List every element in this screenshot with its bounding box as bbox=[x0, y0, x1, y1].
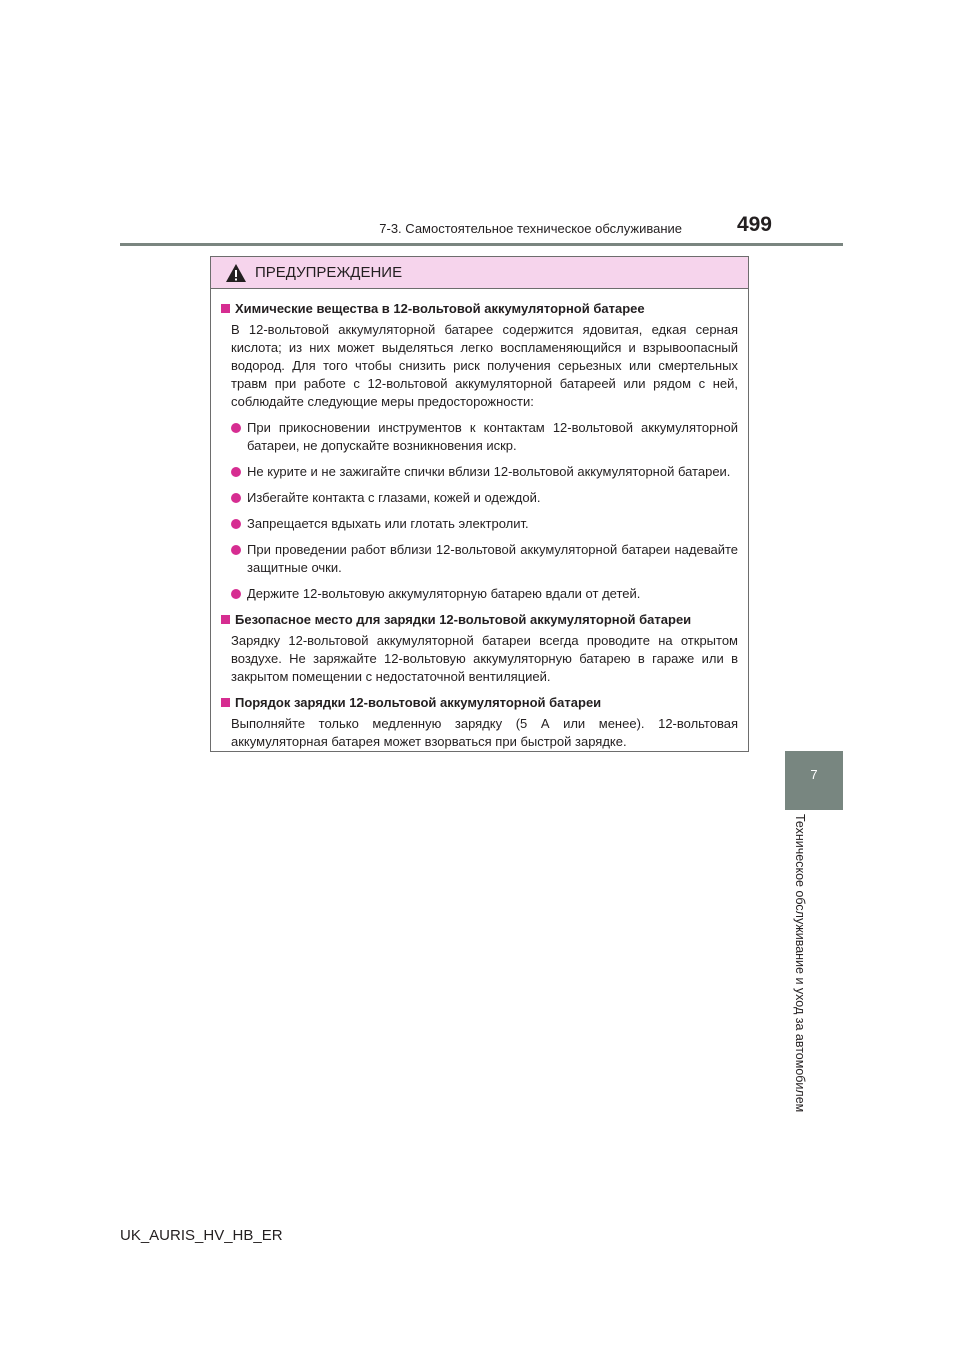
warning-label: ПРЕДУПРЕЖДЕНИЕ bbox=[255, 264, 403, 281]
list-item-text: При проведении работ вблизи 12-вольтовой аккумуляторной батареи надевайте защитные очки. bbox=[247, 542, 738, 575]
section-heading-text: Безопасное место для зарядки 12-вольтовой аккумуляторной батареи bbox=[235, 612, 692, 627]
section-paragraph: Выполняйте только медленную зарядку (5 А или менее). 12-вольтовая аккумуляторная батарея может взорваться при быстрой зарядке. bbox=[231, 716, 738, 749]
page-number: 499 bbox=[736, 213, 772, 236]
document-id: UK_AURIS_HV_HB_ER bbox=[120, 1227, 283, 1244]
list-item-text: При прикосновении инструментов к контактам 12-вольтовой аккумуляторной батареи, не допускайте возникновения искр. bbox=[247, 420, 738, 453]
list-item bbox=[221, 463, 738, 481]
warning-box bbox=[210, 256, 749, 752]
warning-header bbox=[211, 257, 748, 289]
square-bullet-icon bbox=[221, 615, 230, 624]
chapter-tab: 7 bbox=[785, 751, 843, 810]
section-heading-text: Химические вещества в 12-вольтовой аккумуляторной батарее bbox=[235, 301, 645, 316]
list-item-text: Запрещается вдыхать или глотать электролит. bbox=[247, 516, 529, 531]
header-divider bbox=[120, 243, 843, 246]
section-heading bbox=[221, 694, 738, 712]
list-item-text: Избегайте контакта с глазами, кожей и одеждой. bbox=[247, 490, 541, 505]
round-bullet-icon bbox=[231, 493, 241, 503]
round-bullet-icon bbox=[231, 545, 241, 555]
section-heading bbox=[221, 300, 738, 318]
section-heading bbox=[221, 611, 738, 629]
warning-triangle-icon bbox=[225, 263, 247, 283]
list-item bbox=[221, 489, 738, 507]
list-item bbox=[221, 585, 738, 603]
round-bullet-icon bbox=[231, 589, 241, 599]
square-bullet-icon bbox=[221, 698, 230, 707]
list-item bbox=[221, 419, 738, 455]
round-bullet-icon bbox=[231, 423, 241, 433]
chapter-label: Техническое обслуживание и уход за автомобилем bbox=[793, 814, 807, 1113]
section-paragraph: Зарядку 12-вольтовой аккумуляторной батареи всегда проводите на открытом воздухе. Не заряжайте 12-вольтовую аккумуляторную батарею в гараже или в закрытом помещении с недостаточной вентиляцией. bbox=[231, 633, 738, 684]
list-item-text: Держите 12-вольтовую аккумуляторную батарею вдали от детей. bbox=[247, 586, 641, 601]
list-item bbox=[221, 541, 738, 577]
round-bullet-icon bbox=[231, 467, 241, 477]
section-heading-text: Порядок зарядки 12-вольтовой аккумуляторной батареи bbox=[235, 695, 602, 710]
list-item-text: Не курите и не зажигайте спички вблизи 12-вольтовой аккумуляторной батареи. bbox=[247, 464, 731, 479]
section-title-header: 7-3. Самостоятельное техническое обслуживание bbox=[379, 221, 682, 236]
section-paragraph: В 12-вольтовой аккумуляторной батарее содержится ядовитая, едкая серная кислота; из них может выделяться легко воспламеняющийся и взрывоопасный водород. Для того чтобы снизить риск получения серьезных или смертельных травм при работе с 12-вольтовой аккумуляторной батареей или рядом с ней, соблюдайте следующие меры предосторожности: bbox=[231, 322, 738, 409]
square-bullet-icon bbox=[221, 304, 230, 313]
list-item bbox=[221, 515, 738, 533]
round-bullet-icon bbox=[231, 519, 241, 529]
warning-body bbox=[211, 289, 748, 751]
